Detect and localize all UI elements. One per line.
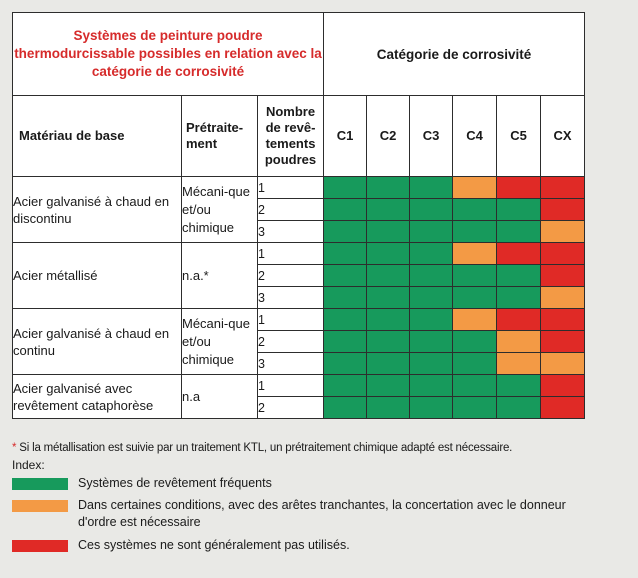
rating-cell-c1-green (324, 265, 367, 287)
rating-cell-c3-green (410, 265, 453, 287)
rating-cell-c2-green (367, 309, 410, 331)
rating-cell-cx-red (541, 397, 585, 419)
rating-cell-c4-green (453, 265, 497, 287)
rating-cell-c2-green (367, 287, 410, 309)
rating-cell-cx-red (541, 199, 585, 221)
rating-cell-c2-green (367, 397, 410, 419)
legend-item-frequent (12, 475, 612, 493)
rating-cell-cx-red (541, 309, 585, 331)
rating-cell-c1-green (324, 353, 367, 375)
pretreatment-cell: Mécani-que et/ou chimique (182, 177, 258, 243)
legend-text-not-used: Ces systèmes ne sont généralement pas utilisés. (78, 538, 350, 552)
material-cell: Acier métallisé (13, 243, 182, 309)
pretreatment-cell: n.a (182, 375, 258, 419)
legend-swatch-red (12, 540, 68, 552)
category-header: Catégorie de corrosivité (324, 13, 585, 96)
legend-label: Index: (12, 458, 45, 472)
rating-cell-c4-green (453, 199, 497, 221)
rating-cell-cx-red (541, 331, 585, 353)
coats-count-cell: 3 (258, 353, 324, 375)
rating-cell-c5-green (497, 221, 541, 243)
rating-cell-c3-green (410, 221, 453, 243)
rating-cell-c1-green (324, 397, 367, 419)
pretreatment-header: Prétraite-ment (182, 96, 258, 177)
rating-cell-cx-orange (541, 221, 585, 243)
category-cx: CX (541, 96, 585, 177)
rating-cell-c2-green (367, 375, 410, 397)
rating-cell-c4-orange (453, 243, 497, 265)
coats-count-cell: 1 (258, 177, 324, 199)
rating-cell-cx-orange (541, 353, 585, 375)
coats-count-cell: 2 (258, 199, 324, 221)
corrosivity-table-card (12, 12, 584, 419)
rating-cell-cx-red (541, 375, 585, 397)
table-row (13, 375, 585, 397)
rating-cell-c5-green (497, 375, 541, 397)
rating-cell-c4-green (453, 397, 497, 419)
rating-cell-c2-green (367, 199, 410, 221)
coats-count-cell: 2 (258, 397, 324, 419)
rating-cell-c3-green (410, 199, 453, 221)
material-header: Matériau de base (13, 96, 182, 177)
rating-cell-c5-red (497, 177, 541, 199)
pretreatment-cell: n.a.* (182, 243, 258, 309)
category-c5: C5 (497, 96, 541, 177)
rating-cell-c3-green (410, 287, 453, 309)
rating-cell-c1-green (324, 375, 367, 397)
rating-cell-c5-red (497, 309, 541, 331)
rating-cell-c4-orange (453, 177, 497, 199)
rating-cell-c5-green (497, 397, 541, 419)
rating-cell-c2-green (367, 353, 410, 375)
rating-cell-c5-orange (497, 353, 541, 375)
rating-cell-cx-red (541, 265, 585, 287)
rating-cell-cx-orange (541, 287, 585, 309)
footnote (12, 441, 612, 456)
footnote-star: * (12, 442, 17, 454)
rating-cell-c2-green (367, 221, 410, 243)
rating-cell-c5-green (497, 287, 541, 309)
table-title: Systèmes de peinture poudre thermodurcissable possibles en relation avec la catégorie de corrosivité (13, 13, 324, 96)
rating-cell-c2-green (367, 265, 410, 287)
rating-cell-c3-green (410, 331, 453, 353)
category-c2: C2 (367, 96, 410, 177)
rating-cell-c4-green (453, 375, 497, 397)
rating-cell-c2-green (367, 177, 410, 199)
rating-cell-c3-green (410, 397, 453, 419)
coats-count-cell: 3 (258, 287, 324, 309)
rating-cell-c4-green (453, 287, 497, 309)
rating-cell-c2-green (367, 331, 410, 353)
coats-count-cell: 1 (258, 243, 324, 265)
rating-cell-c1-green (324, 331, 367, 353)
pretreatment-cell: Mécani-que et/ou chimique (182, 309, 258, 375)
table-row (13, 243, 585, 265)
rating-cell-c1-green (324, 287, 367, 309)
rating-cell-c1-green (324, 243, 367, 265)
rating-cell-cx-red (541, 177, 585, 199)
rating-cell-c4-green (453, 221, 497, 243)
coats-count-cell: 2 (258, 331, 324, 353)
material-cell: Acier galvanisé à chaud en discontinu (13, 177, 182, 243)
corrosivity-table (12, 12, 585, 419)
rating-cell-c1-green (324, 199, 367, 221)
rating-cell-c1-green (324, 221, 367, 243)
rating-cell-c1-green (324, 309, 367, 331)
material-cell: Acier galvanisé avec revêtement cataphorèse (13, 375, 182, 419)
rating-cell-c5-orange (497, 331, 541, 353)
legend-swatch-green (12, 478, 68, 490)
rating-cell-c4-orange (453, 309, 497, 331)
legend-text-conditional: Dans certaines conditions, avec des arêtes tranchantes, la concertation avec le donneur d'ordre est nécessaire (78, 498, 566, 529)
coats-count-cell: 3 (258, 221, 324, 243)
coats-count-cell: 1 (258, 309, 324, 331)
legend-item-conditional (12, 497, 612, 533)
coats-count-cell: 2 (258, 265, 324, 287)
rating-cell-c1-green (324, 177, 367, 199)
legend-text-frequent: Systèmes de revêtement fréquents (78, 476, 272, 490)
rating-cell-c4-green (453, 353, 497, 375)
material-cell: Acier galvanisé à chaud en continu (13, 309, 182, 375)
category-c4: C4 (453, 96, 497, 177)
rating-cell-c2-green (367, 243, 410, 265)
legend-item-not-used (12, 537, 612, 555)
rating-cell-c4-green (453, 331, 497, 353)
rating-cell-c5-green (497, 199, 541, 221)
table-row (13, 309, 585, 331)
legend-swatch-orange (12, 500, 68, 512)
category-c3: C3 (410, 96, 453, 177)
rating-cell-cx-red (541, 243, 585, 265)
rating-cell-c3-green (410, 375, 453, 397)
footnote-text: Si la métallisation est suivie par un traitement KTL, un prétraitement chimique adapté est nécessaire. (16, 442, 513, 454)
coats-count-cell: 1 (258, 375, 324, 397)
category-c1: C1 (324, 96, 367, 177)
rating-cell-c5-red (497, 243, 541, 265)
rating-cell-c5-green (497, 265, 541, 287)
table-row (13, 177, 585, 199)
rating-cell-c3-green (410, 353, 453, 375)
rating-cell-c3-green (410, 177, 453, 199)
coats-header: Nombre de revê-tements poudres (258, 96, 324, 177)
rating-cell-c3-green (410, 243, 453, 265)
table-body (13, 177, 585, 419)
rating-cell-c3-green (410, 309, 453, 331)
